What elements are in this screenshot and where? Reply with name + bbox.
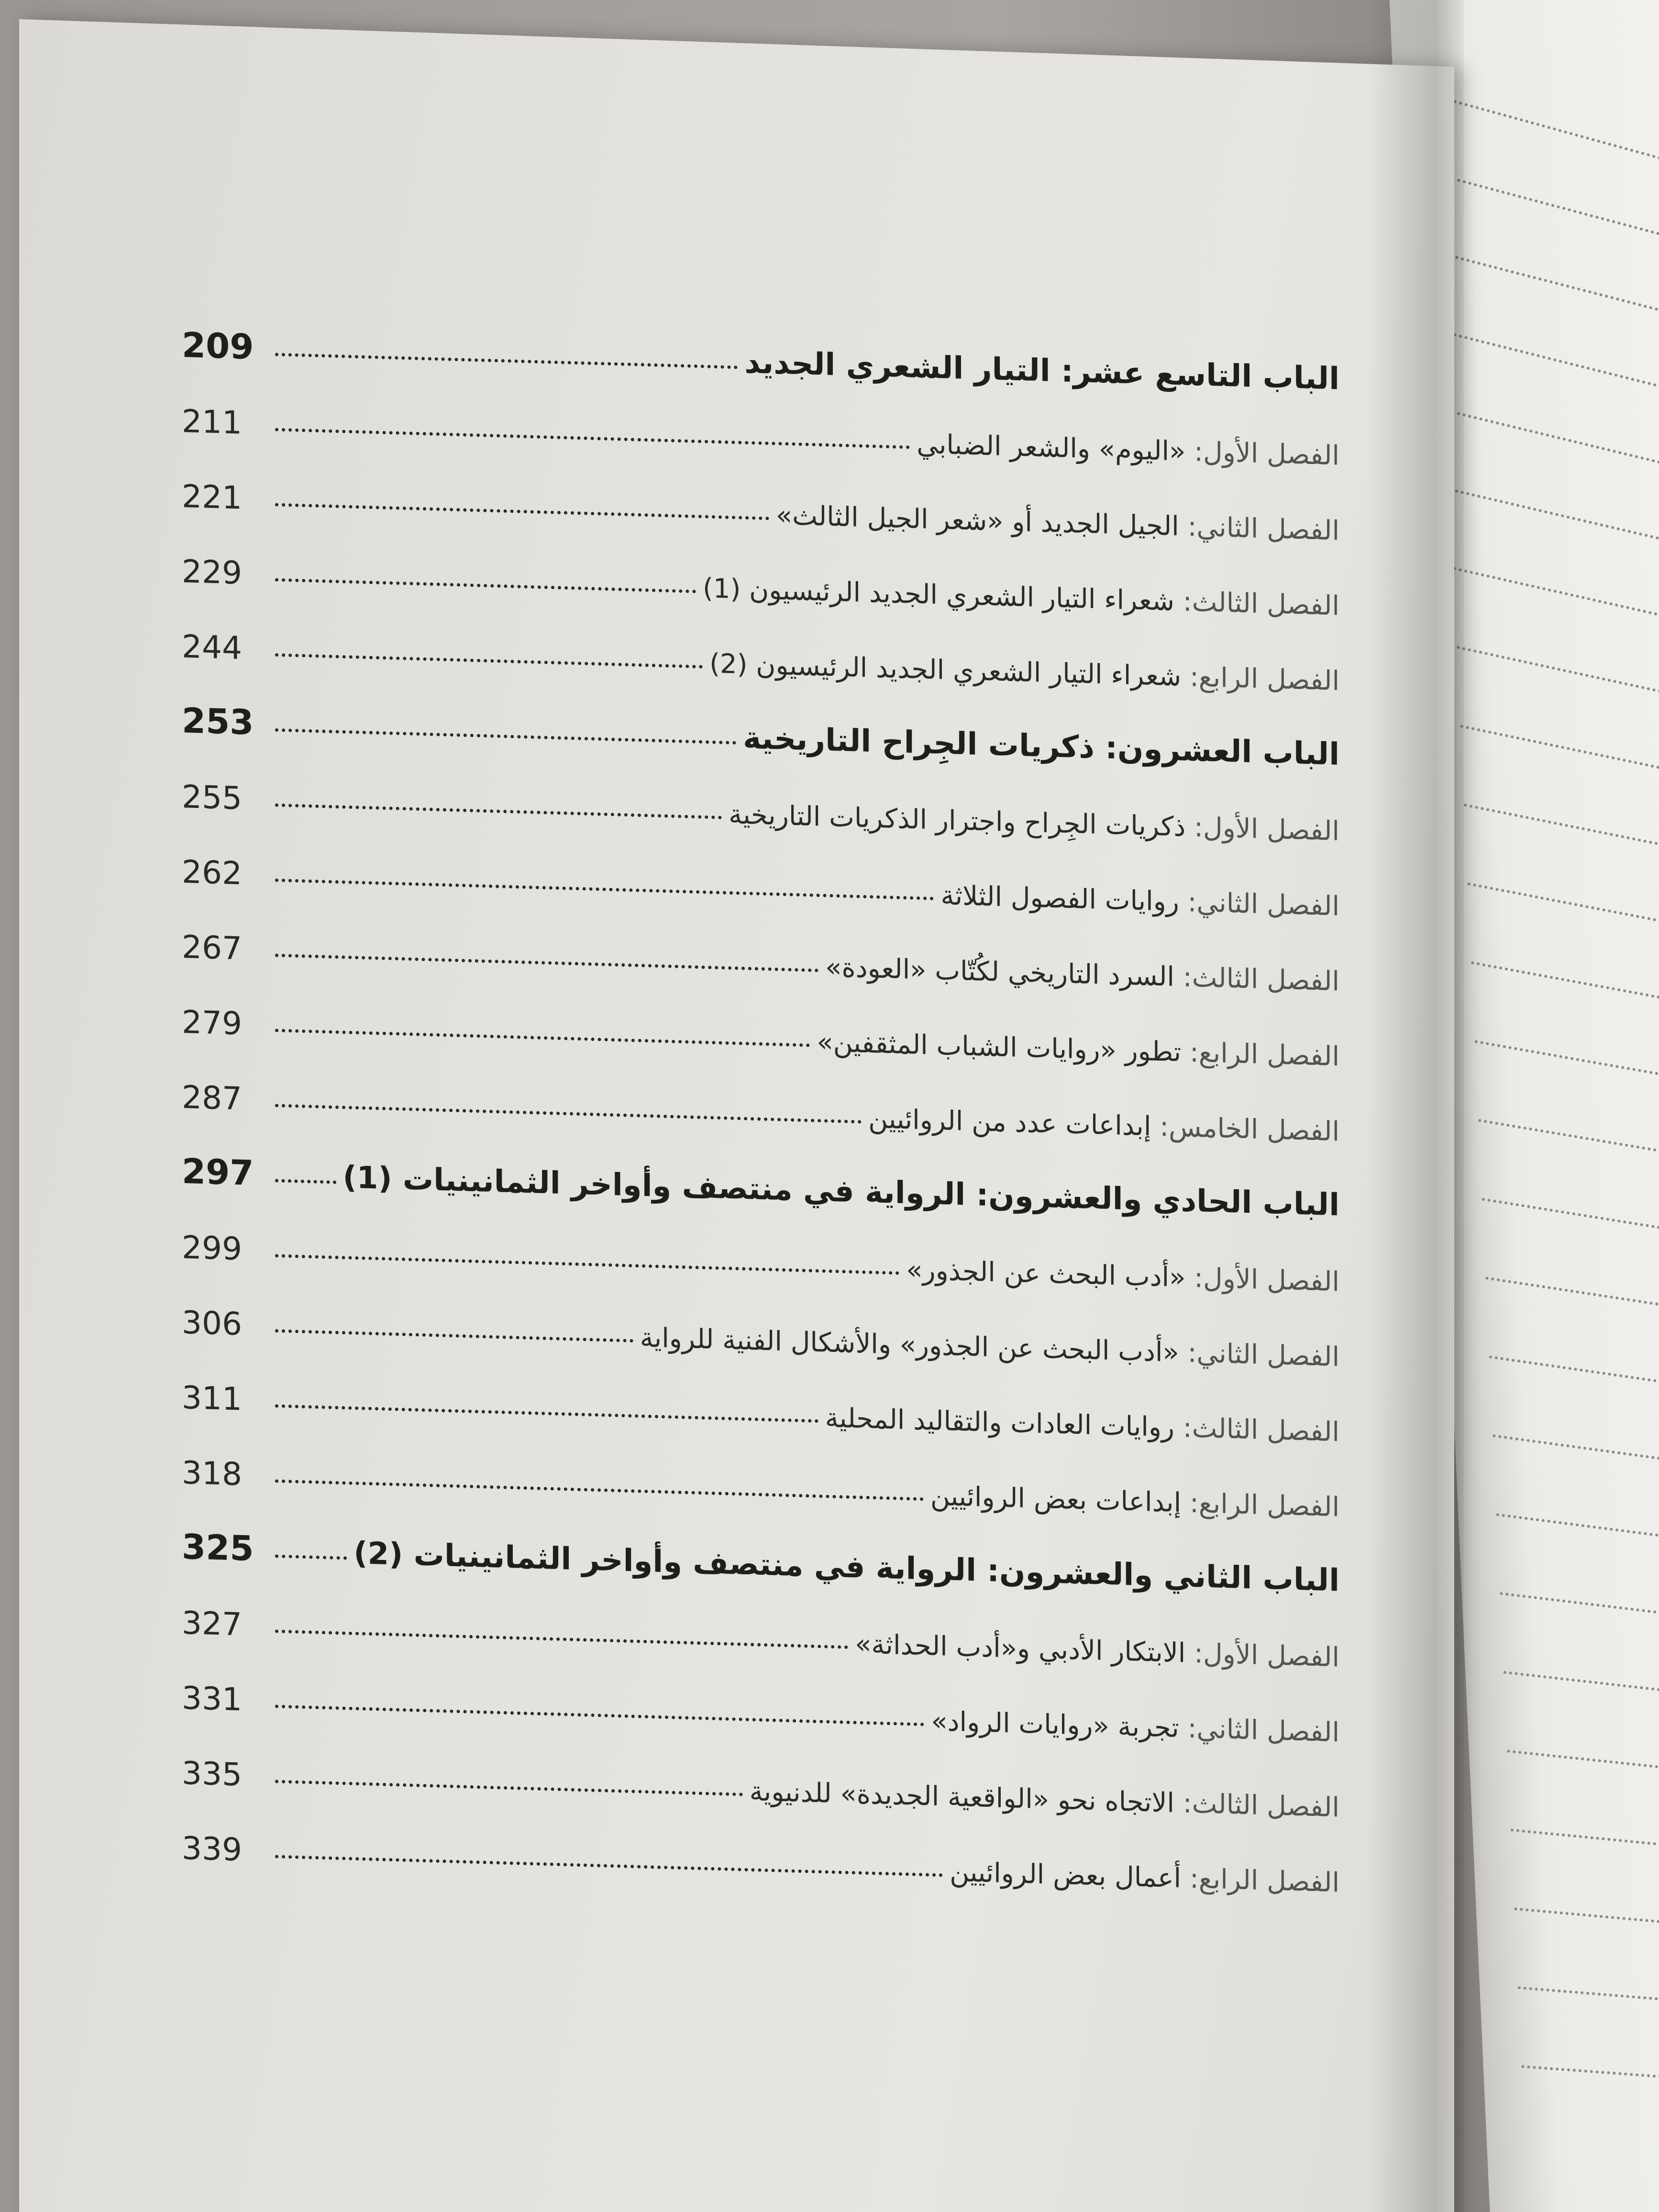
facing-dot-leader [1489, 1355, 1659, 1427]
page-number: 253 [182, 700, 254, 743]
page-number: 327 [182, 1604, 242, 1643]
page-number: 339 [182, 1830, 242, 1869]
facing-dot-leader [1514, 1907, 1659, 1952]
chapter-title-text: روايات الفصول الثلاثة [940, 880, 1179, 918]
page-number: 244 [182, 628, 242, 667]
chapter-label: الفصل الثاني: [1187, 1713, 1339, 1748]
facing-dot-leader [1518, 1986, 1659, 2027]
chapter-label: الفصل الرابع: [1189, 1037, 1339, 1073]
chapter-label: الفصل الثاني: [1187, 886, 1339, 922]
chapter-label: الفصل الثالث: [1183, 586, 1339, 622]
chapter-title-text: إبداعات بعض الروائيين [930, 1480, 1182, 1519]
chapter-title-text: الجيل الجديد أو «شعر الجيل الثالث» [775, 499, 1179, 542]
dot-leader [275, 578, 696, 593]
facing-dot-leader [1446, 409, 1659, 524]
chapter-label: الفصل الأول: [1194, 1262, 1339, 1298]
page-number: 297 [182, 1151, 254, 1194]
facing-dot-leader [1478, 1119, 1659, 1201]
chapter-title-text: إبداعات عدد من الروائيين [868, 1103, 1151, 1142]
page-number: 287 [182, 1079, 242, 1117]
chapter-title-text: تجربة «روايات الرواد» [931, 1705, 1179, 1744]
facing-dot-leader [1442, 331, 1659, 450]
facing-dot-leader [1453, 567, 1659, 675]
page-number: 325 [182, 1526, 254, 1569]
chapter-title-text: شعراء التيار الشعري الجديد الرئيسيون (2) [709, 648, 1182, 693]
page-number: 255 [182, 778, 242, 817]
facing-dot-leader [1496, 1513, 1659, 1577]
facing-dot-leader [1493, 1434, 1659, 1502]
dot-leader [275, 1179, 336, 1184]
dot-leader [275, 1554, 347, 1559]
page-number: 279 [182, 1004, 242, 1042]
chapter-label: الفصل الأول: [1194, 812, 1339, 847]
facing-dot-leader [1449, 488, 1659, 599]
facing-dot-leader [1457, 646, 1659, 750]
page-number: 299 [182, 1229, 242, 1268]
chapter-label: الفصل الرابع: [1189, 1863, 1339, 1899]
chapter-title-text: شعراء التيار الشعري الجديد الرئيسيون (1) [702, 573, 1174, 617]
chapter-title-text: أعمال بعض الروائيين [950, 1856, 1182, 1894]
page-number: 229 [182, 553, 242, 592]
page-number: 318 [182, 1454, 242, 1493]
chapter-label: الفصل الرابع: [1189, 661, 1339, 697]
page-number: 311 [182, 1379, 242, 1418]
chapter-title-text: «أدب البحث عن الجذور» والأشكال الفنية للرواية [640, 1322, 1179, 1369]
chapter-title-text: تطور «روايات الشباب المثقفين» [817, 1027, 1182, 1068]
facing-dot-leader [1511, 1828, 1659, 1877]
page-number: 335 [182, 1755, 242, 1793]
chapter-label: الفصل الرابع: [1189, 1487, 1339, 1523]
chapter-title-text: «أدب البحث عن الجذور» [906, 1254, 1186, 1294]
chapter-label: الفصل الثالث: [1183, 1788, 1339, 1824]
entry-title: الباب الثاني والعشرون: الرواية في منتصف وأواخر الثمانينيات (2) [354, 1536, 1339, 1599]
facing-dot-leader [1500, 1592, 1659, 1652]
chapter-title-text: «اليوم» والشعر الضبابي [917, 428, 1186, 467]
dot-leader [275, 653, 703, 668]
page-number: 306 [182, 1304, 242, 1343]
chapter-label: الفصل الثاني: [1187, 1337, 1339, 1373]
page-number: 221 [182, 478, 242, 517]
chapter-label: الفصل الثاني: [1187, 511, 1339, 547]
page-number: 211 [182, 403, 242, 442]
facing-dot-leader [1438, 252, 1659, 374]
chapter-label: الفصل الخامس: [1160, 1111, 1339, 1148]
entry-title: الباب الحادي والعشرون: الرواية في منتصف وأواخر الثمانينيات (1) [343, 1160, 1339, 1223]
chapter-title-text: الابتكار الأدبي و«أدب الحداثة» [855, 1628, 1186, 1669]
page-number: 267 [182, 929, 242, 967]
facing-dot-leader [1521, 2065, 1659, 2102]
facing-dot-leader [1471, 961, 1659, 1051]
entry-title: الباب العشرون: ذكريات الجِراح التاريخية [743, 720, 1339, 773]
facing-dot-leader [1482, 1198, 1659, 1276]
dot-leader [275, 1329, 633, 1342]
page-number: 331 [182, 1680, 242, 1718]
chapter-label: الفصل الأول: [1194, 436, 1339, 472]
facing-dot-leader [1485, 1277, 1659, 1351]
chapter-title-text: ذكريات الجِراح واجترار الذكريات التاريخية [729, 798, 1186, 843]
facing-dot-leader [1467, 882, 1659, 975]
facing-dot-leader [1507, 1749, 1659, 1802]
page-number: 262 [182, 853, 242, 892]
chapter-label: الفصل الثالث: [1183, 962, 1339, 997]
entry-title: الباب التاسع عشر: التيار الشعري الجديد [744, 344, 1339, 397]
page-number: 209 [182, 325, 254, 367]
chapter-label: الفصل الثالث: [1183, 1412, 1339, 1448]
chapter-title-text: الاتجاه نحو «الواقعية الجديدة» للدنيوية [749, 1776, 1174, 1819]
facing-dot-leader [1474, 1040, 1659, 1126]
facing-dot-leader [1464, 804, 1659, 901]
chapter-title-text: السرد التاريخي لكُتّاب «العودة» [825, 951, 1174, 993]
facing-dot-leader [1504, 1671, 1659, 1727]
chapter-label: الفصل الأول: [1194, 1638, 1339, 1673]
table-of-contents [182, 287, 1339, 1897]
chapter-title-text: روايات العادات والتقاليد المحلية [825, 1402, 1174, 1443]
